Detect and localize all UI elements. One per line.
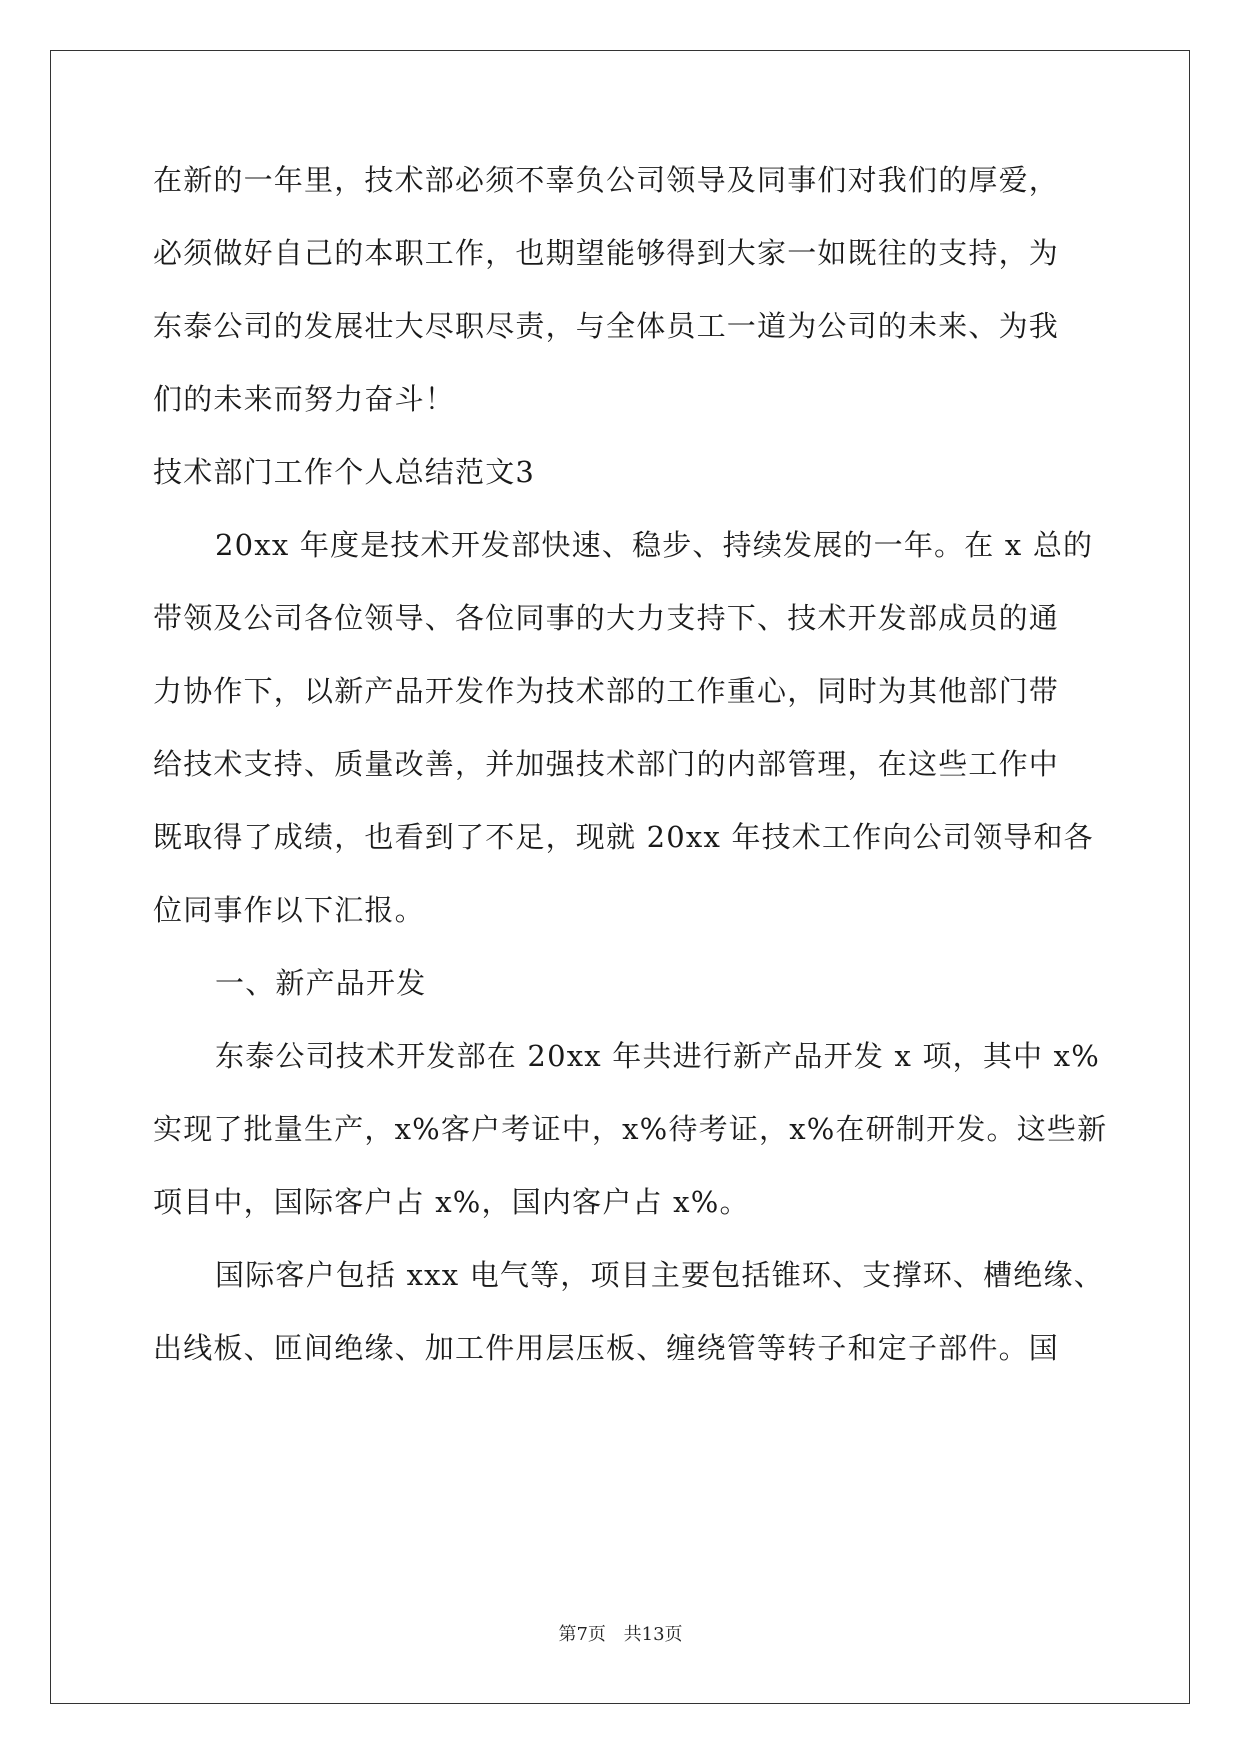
paragraph-line: 必须做好自己的本职工作，也期望能够得到大家一如既往的支持，为 [153, 236, 1060, 270]
paragraph-line: 出线板、匝间绝缘、加工件用层压板、缠绕管等转子和定子部件。国 [153, 1331, 1060, 1365]
paragraph-line: 带领及公司各位领导、各位同事的大力支持下、技术开发部成员的通 [153, 601, 1060, 635]
paragraph-line: 位同事作以下汇报。 [153, 893, 425, 927]
paragraph-line: 力协作下，以新产品开发作为技术部的工作重心，同时为其他部门带 [153, 674, 1060, 708]
paragraph-line: 东泰公司的发展壮大尽职尽责，与全体员工一道为公司的未来、为我 [153, 309, 1060, 343]
paragraph-line: 项目中，国际客户占 x%，国内客户占 x%。 [153, 1185, 750, 1219]
paragraph-line: 们的未来而努力奋斗！ [153, 382, 456, 416]
paragraph-line: 给技术支持、质量改善，并加强技术部门的内部管理，在这些工作中 [153, 747, 1060, 781]
subsection-heading: 一、新产品开发 [215, 966, 427, 1000]
paragraph-line: 东泰公司技术开发部在 20xx 年共进行新产品开发 x 项，其中 x% [215, 1039, 1100, 1073]
page-number-total: 共13页 [623, 1624, 683, 1645]
paragraph-line: 国际客户包括 xxx 电气等，项目主要包括锥环、支撑环、槽绝缘、 [215, 1258, 1104, 1292]
section-heading: 技术部门工作个人总结范文3 [153, 455, 536, 489]
page-footer [0, 1620, 1241, 1646]
page-border [50, 50, 1190, 1704]
paragraph-line: 在新的一年里，技术部必须不辜负公司领导及同事们对我们的厚爱， [153, 163, 1060, 197]
page-number-current: 第7页 [558, 1624, 606, 1645]
paragraph-line: 既取得了成绩，也看到了不足，现就 20xx 年技术工作向公司领导和各 [153, 820, 1094, 854]
paragraph-line: 实现了批量生产，x%客户考证中，x%待考证，x%在研制开发。这些新 [153, 1112, 1108, 1146]
paragraph-line: 20xx 年度是技术开发部快速、稳步、持续发展的一年。在 x 总的 [215, 528, 1094, 562]
